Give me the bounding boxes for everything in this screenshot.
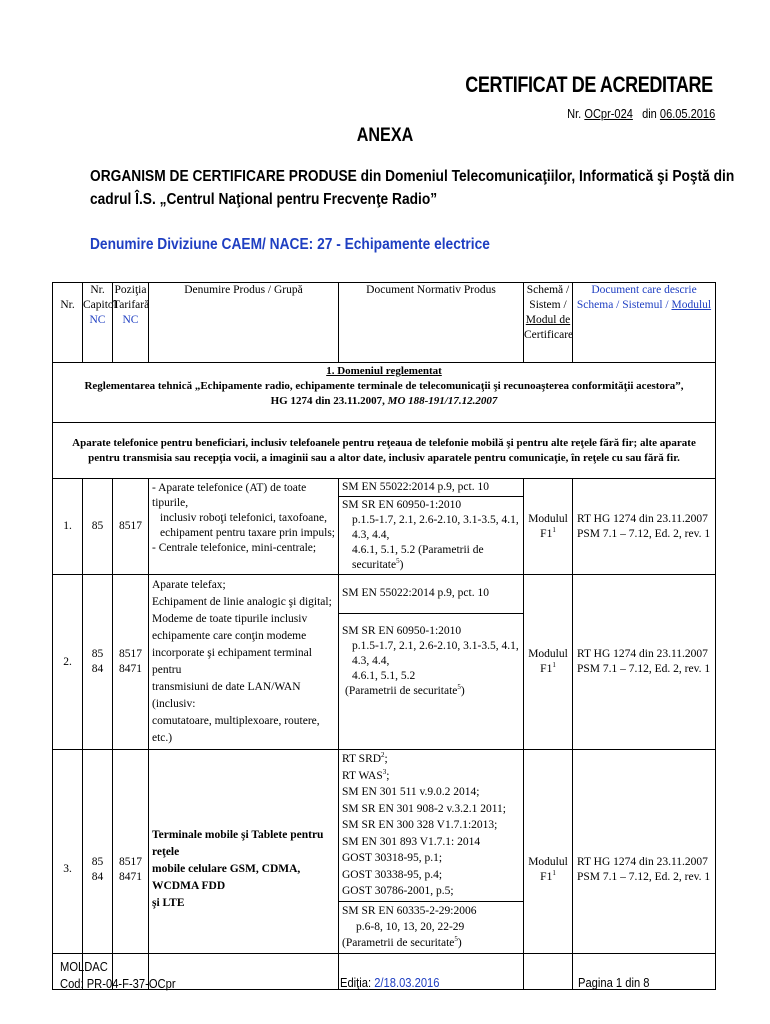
footer-divider — [52, 953, 715, 954]
row-descrie: RT HG 1274 din 23.11.2007 PSM 7.1 – 7.12, Ed. 2, rev. 1 — [573, 575, 716, 750]
doc-line: SM SR EN 300 328 V1.7.1:2013; — [342, 819, 498, 831]
doc-line: GOST 30318-95, p.1; — [342, 852, 443, 864]
row-produs: Aparate telefax; Echipament de linie analogic şi digital; Modeme de toate tipurile inclusiv echipamente care conţin modeme incorporate şi echipament terminal pentru transmisiuni de date LAN/WAN (inclusiv: comutatoare, multiplexoare, routere, etc.) — [149, 575, 339, 750]
row-nr: 3. — [53, 750, 83, 990]
section-line1: Reglementarea tehnică „Echipamente radio, echipamente terminale de telecomunicaţii şi recunoaşterea conformităţii acestora”, — [84, 380, 684, 392]
section-row — [53, 363, 716, 423]
row-schema: Modulul $F1^1$ — [524, 575, 573, 750]
table-row — [53, 575, 716, 750]
division-title: Denumire Diviziune CAEM/ NACE: 27 - Echipamente electrice — [90, 236, 490, 253]
group-row — [53, 423, 716, 479]
row-nr: 1. — [53, 479, 83, 575]
nr-prefix: Nr. — [566, 106, 582, 121]
accreditation-table — [52, 282, 716, 990]
header-denumire: Denumire Produs / Grupă — [149, 283, 339, 363]
row-descrie: RT HG 1274 din 23.11.2007 PSM 7.1 – 7.12, Ed. 2, rev. 1 — [573, 750, 716, 990]
row-pozitia: 8517 — [113, 479, 149, 575]
row-produs: Terminale mobile şi Tablete pentru reţele mobile celulare GSM, CDMA, WCDMA FDD şi LTE — [149, 750, 339, 990]
doc-line: SM EN 301 511 v.9.0.2 2014; — [342, 786, 480, 798]
header-nr: Nr. — [53, 283, 83, 363]
header-descrie: Document care descrie Schema / Sistemul / Modulul — [573, 283, 716, 363]
doc-line: SM EN 301 893 V1.7.1: 2014 — [342, 835, 481, 848]
doc-line: GOST 30338-95, p.4; — [342, 868, 443, 881]
row-doc-list — [339, 750, 523, 901]
header-pozitia: Poziţia Tarifară NC — [113, 283, 149, 363]
header-capitol: Nr. Capitol NC — [83, 283, 113, 363]
row-document: RT SRD$^2$; RT WAS$^3$; SM EN 301 511 v.9.0.2 2014; SM SR EN 301 908-2 v.3.2.1 2011; SM SR EN 300 328 V1.7.1:2013; SM EN 301 893 V1.7.1: 2014 GOST 30318-95, p.1; GOST 30338-95, p.4; GOST 30786-2001, p.5; SM SR EN 60335-2-29:2006 p.6-8, 10, 13, 20, 22-29 (Parametrii de securitate$^5$) — [339, 750, 524, 990]
row-produs: - Aparate telefonice (AT) de toate tipurile, inclusiv roboţi telefonici, taxofoane, echipament pentru taxare prin impuls; - Centrale telefonice, mini-centrale; — [149, 479, 339, 575]
organism-name: ORGANISM DE CERTIFICARE PRODUSE din Domeniul Telecomunicaţiilor, Informatică şi Poştă din cadrul Î.S. „Centrul Naţional pentru Frecvenţe Radio” — [90, 168, 735, 208]
row-schema: Modulul $F1^1$ — [524, 479, 573, 575]
row-pozitia: 8517 8471 — [113, 575, 149, 750]
doc-line: GOST 30786-2001, p.5; — [342, 885, 454, 897]
doc-line: RT WAS$^3$; — [342, 767, 390, 782]
row-pozitia: 8517 8471 — [113, 750, 149, 990]
footer-org: MOLDAC — [60, 959, 108, 974]
row-capitol: 85 84 — [83, 750, 113, 990]
row-document: SM EN 55022:2014 p.9, pct. 10 SM SR EN 60950-1:2010 p.1.5-1.7, 2.1, 2.6-2.10, 3.1-3.5, 4.1, 4.3, 4.4, 4.6.1, 5.1, 5.2 (Parametrii de securitate$^5$) — [339, 479, 524, 575]
header-schema: Schemă / Sistem / Modul de Certificare — [524, 283, 573, 363]
row-capitol: 85 84 — [83, 575, 113, 750]
footer-editia: Ediţia: 2/18.03.2016 — [340, 975, 440, 990]
section-title: 1. Domeniul reglementat — [326, 365, 442, 377]
doc-line: SM SR EN 301 908-2 v.3.2.1 2011; — [342, 802, 506, 815]
date-value: 06.05.2016 — [659, 106, 715, 121]
date-prefix: din — [641, 106, 657, 121]
section-cell — [53, 363, 716, 423]
row-capitol: 85 — [83, 479, 113, 575]
nr-value: OCpr-024 — [584, 106, 633, 121]
section-hg: HG 1274 din 23.11.2007, — [270, 395, 385, 407]
footer-cod: Cod: PR-04-F-37-OCpr — [60, 976, 176, 991]
certificate-number — [567, 106, 715, 121]
anexa-title: ANEXA — [356, 125, 414, 146]
table-header-row — [53, 283, 716, 363]
row-descrie: RT HG 1274 din 23.11.2007 PSM 7.1 – 7.12, Ed. 2, rev. 1 — [573, 479, 716, 575]
row-nr: 2. — [53, 575, 83, 750]
row-schema: Modulul $F1^1$ — [524, 750, 573, 990]
header-document: Document Normativ Produs — [339, 283, 524, 363]
certificate-title: CERTIFICAT DE ACREDITARE — [465, 72, 713, 97]
group-description: Aparate telefonice pentru beneficiari, inclusiv telefoanele pentru reţeaua de telefonie mobilă şi pentru alte reţele fără fir; alte aparate pentru transmisia sau recepţia vocii, a imaginii sau a altor date, inclusiv aparatele pentru comunicaţie, în reţele cu sau fără fir. — [53, 423, 716, 479]
footer-left — [60, 958, 176, 992]
doc-line: RT SRD$^2$; — [342, 751, 388, 765]
table-row — [53, 479, 716, 575]
footer-page: Pagina 1 din 8 — [578, 975, 650, 990]
section-mo: MO 188-191/17.12.2007 — [387, 395, 498, 407]
row-document: SM EN 55022:2014 p.9, pct. 10 SM SR EN 60950-1:2010 p.1.5-1.7, 2.1, 2.6-2.10, 3.1-3.5, 4.1, 4.3, 4.4, 4.6.1, 5.1, 5.2 (Parametrii de securitate$^5$) — [339, 575, 524, 750]
